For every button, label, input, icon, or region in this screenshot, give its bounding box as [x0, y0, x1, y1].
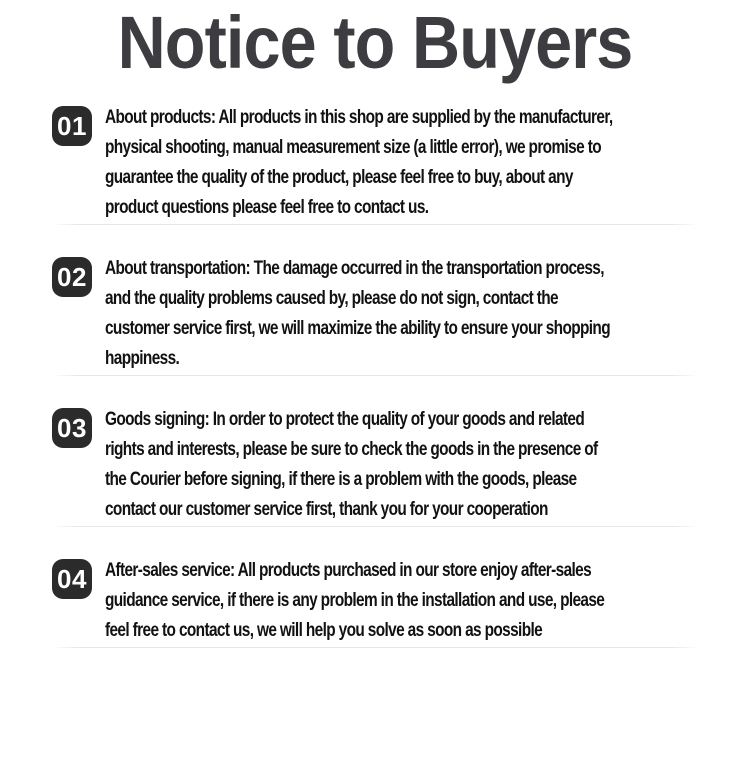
section-divider: [52, 224, 698, 225]
notice-row: [52, 102, 750, 222]
notice-row: [52, 404, 750, 524]
notice-number: 03: [57, 412, 87, 443]
page-title: Notice to Buyers: [117, 1, 633, 84]
notice-item-1: [52, 102, 750, 225]
section-divider: [52, 647, 698, 648]
notice-text: About products: All products in this shop are supplied by the manufacturer, physical shooting, manual measurement size (a little error), we promise to guarantee the quality of the product, please feel free to buy, about any product questions please feel free to contact us.: [105, 106, 613, 218]
notice-list: [0, 102, 750, 648]
notice-text: About transportation: The damage occurred in the transportation process, and the quality problems caused by, please do not sign, contact the customer service first, we will maximize the ability to ensure your shopping happiness.: [105, 257, 610, 369]
notice-text: Goods signing: In order to protect the quality of your goods and related rights and interests, please be sure to check the goods in the presence of the Courier before signing, if there is a problem with the goods, please contact our customer service first, thank you for your cooperation: [105, 408, 598, 520]
notice-row: [52, 253, 750, 373]
section-divider: [52, 526, 698, 527]
notice-item-3: [52, 404, 750, 527]
notice-number: 02: [57, 261, 87, 292]
notice-item-2: [52, 253, 750, 376]
notice-number: 01: [57, 110, 87, 141]
notice-number: 04: [57, 563, 87, 594]
notice-number-badge: [52, 559, 92, 599]
notice-number-badge: [52, 257, 92, 297]
notice-text: After-sales service: All products purchased in our store enjoy after-sales guidance service, if there is any problem in the installation and use, please feel free to contact us, we will help you solve as soon as possible: [105, 559, 605, 641]
notice-item-4: [52, 555, 750, 648]
notice-number-badge: [52, 106, 92, 146]
notice-row: [52, 555, 750, 645]
section-divider: [52, 375, 698, 376]
notice-number-badge: [52, 408, 92, 448]
notice-page: [0, 1, 750, 769]
